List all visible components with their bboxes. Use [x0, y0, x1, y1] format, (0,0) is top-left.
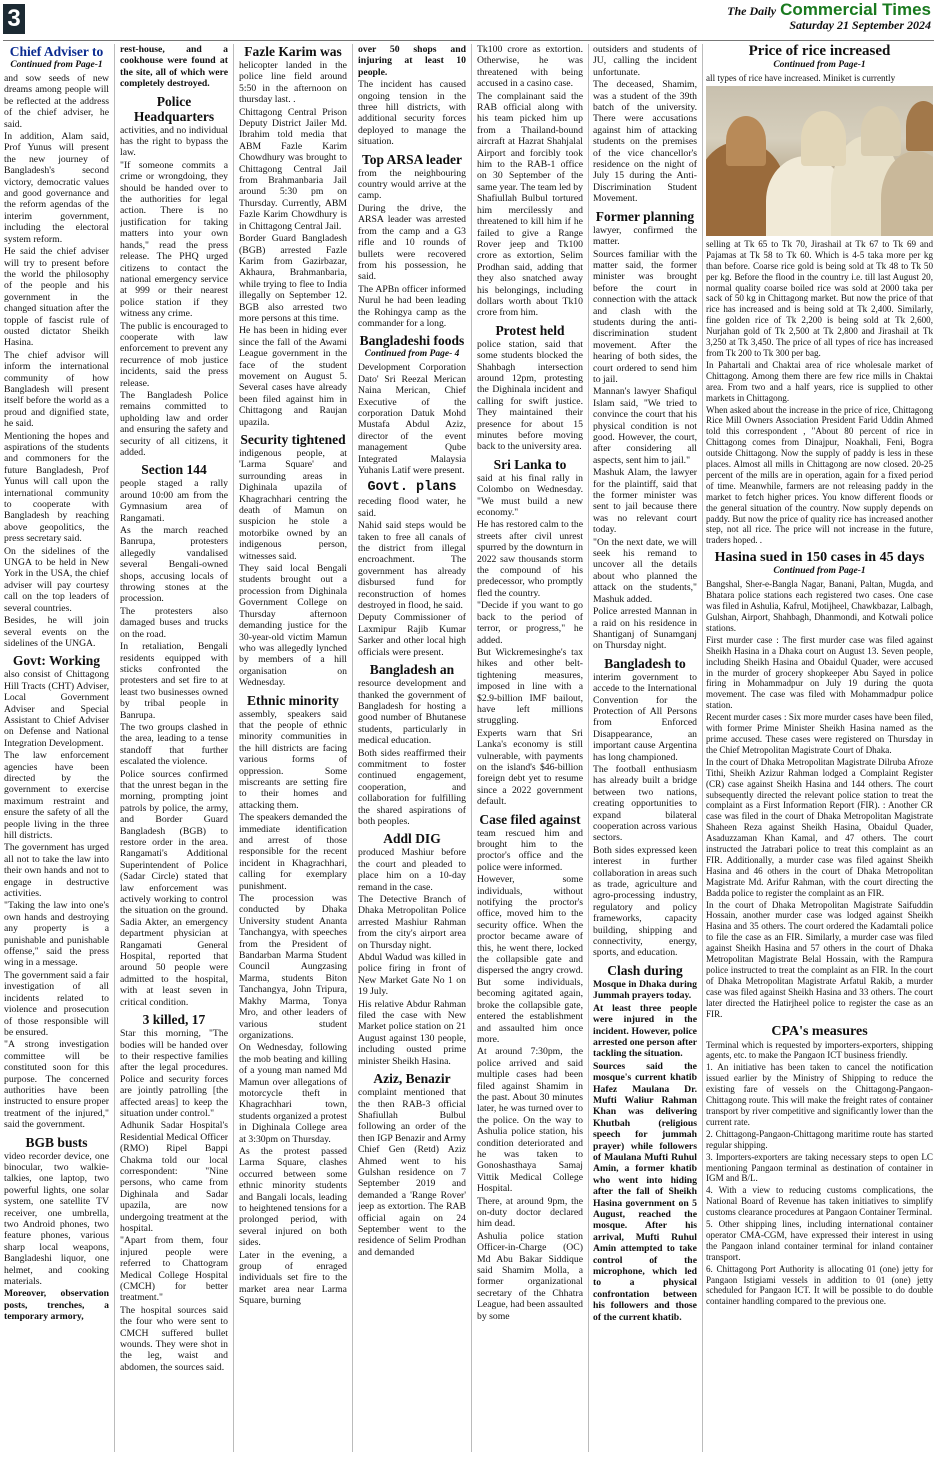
headline-3-killed: 3 killed, 17: [142, 1012, 206, 1028]
paragraph: The Bangladesh Police remains committed to upholding law and order and ensuring the safety and security of all citizens, it added.: [120, 389, 228, 458]
paragraph: Sources said the mosque's current khatib Hafez Maulana Dr. Mufti Waliur Rahman Khan was delivering Khutbah (religious speech for jummah prayer) while followers of Maulana Mufti Ruhul Amin, a former khatib who went into hiding after the fall of Sheikh Hasina government on 5 August, reached the mosque. After his arrival, Mufti Ruhul Amin attempted to take control of the microphone, which led to a physical confrontation between his followers and those of the current khatib.: [593, 1060, 697, 1323]
masthead-name: Commercial Times: [780, 0, 931, 19]
paragraph: They said local Bengali students brought out a procession from Dighinala Government College on Thursday afternoon demanding justice for the 30-year-old victim Mamun who was allegedly lynched by members of a hill organisation on Wednesday.: [239, 563, 347, 689]
paragraph: Adhunik Sadar Hospital's Residential Medical Officer (RMO) Ripel Bappi Chakma told our local correspondent: "Nine persons, who came from Dighinala and Sadar upazila, are now undergoing treatment at the hospital.: [120, 1120, 228, 1234]
headline-fazle-karim: Fazle Karim was: [244, 44, 342, 59]
continued-note: Continued from Page-1: [10, 60, 103, 70]
paragraph: The law enforcement agencies have been directed by the government to exercise maximum restraint and ensure the safety of all the people living in the three hill districts.: [4, 750, 109, 841]
paragraph: In the court of Dhaka Metropolitan Magistrate Saifuddin Hossain, another murder case was lodged against Sheikh Hasina and 35 others. The court ordered the Kadamtali police to file the case as an FIR. Similarly, a murder case was filed against Sheikh Hasina and 57 others in the court of Dhaka Metropolitan Magistrate Belal Hossain, with the Rampura police instructed to treat the complaint as an FIR. In the court of Dhaka Metropolitan Magistrate Arfatul Rakib, a murder case was filed against Sheikh Hasina and 33 others. The court later directed the Hatirjheel police to register the case as an FIR.: [706, 899, 933, 1019]
headline-cpa-measures: CPA's measures: [771, 1023, 868, 1039]
paragraph: He has been in hiding ever since the fall of the Awami League government in the face of the student movement on August 5. Several cases have already been filed against him in Chittagong and Raujan upazila.: [239, 325, 347, 428]
paragraph: Nahid said steps would be taken to free all canals of the district from illegal encroachment. The government has already disbursed fund for reconstruction of homes destroyed in flood, he said.: [358, 520, 466, 612]
paragraph: Police sources confirmed that the unrest began in the morning, prompting joint patrols by police, the army, and Border Guard Bangladesh (BGB) to restore order in the area. Rangamati's Additional Superintendent of Police (Sadar Circle) stated that law enforcement was actively working to control the situation on the ground. Sadia Akter, an emergency department physician at Rangamati General Hospital, reported that around 50 people were admitted to the hospital, with at least seven in critical condition.: [120, 768, 228, 1008]
paragraph: all types of rice have increased. Miniket is currently: [706, 73, 896, 83]
paragraph: Mosque in Dhaka during Jummah prayers today.: [593, 978, 697, 1002]
headline-aziz-benazir: Aziz, Benazir: [373, 1071, 451, 1087]
paragraph: receding flood water, he said.: [358, 496, 466, 519]
paragraph: people staged a rally around 10:00 am from the Gymnasium area of Rangamati.: [120, 478, 228, 524]
paragraph: interim government to accede to the International Convention for the Protection of All Persons from Enforced Disappearance, an important cause Argentina has long championed.: [593, 671, 697, 763]
headline-police-headquarters: Police Headquarters: [133, 93, 215, 124]
paragraph: over 50 shops and injuring at least 10 people.: [358, 44, 466, 78]
headline-addl-dig: Addl DIG: [383, 831, 441, 847]
paragraph: The speakers demanded the immediate identification and arrest of those responsible for the recent incident in Khagrachhari, calling for exemplary punishment.: [239, 812, 347, 892]
paragraph: from the neighbouring country would arrive at the camp.: [358, 167, 466, 202]
paragraph: rest-house, and a cookhouse were found at the site, all of which were completely destroyed.: [120, 44, 228, 90]
headline-clash-during: Clash during: [607, 962, 683, 978]
paragraph: Moreover, observation posts, trenches, a temporary armory,: [4, 1288, 109, 1323]
paragraph: Ashulia police station Officer-in-Charge (OC) Md Abu Bakar Siddique said Shamim Molla, a former organizational secretary of the Chhatra League, had been assaulted by some: [477, 1230, 583, 1322]
paragraph: outsiders and students of JU, calling the incident unfortunate.: [593, 44, 697, 78]
paragraph: He said the chief adviser will try to present before the world the philosophy of the people and his government in the changed situation after the topple of fascist rule of ousted dictator Sheikh Hasina.: [4, 246, 109, 349]
paragraph: Border Guard Bangladesh (BGB) arrested Fazle Karim from Gazirbazar, Akhaura, Brahmanbaria, while trying to flee to India illegally on September 12. BGB also arrested two more persons at this time.: [239, 233, 347, 324]
paragraph: However, some individuals, without notifying the proctor's office, moved him to the security office. When the proctor became aware of this, he went there, locked the collapsible gate and dispersed the angry crowd. But some individuals, becoming agitated again, broke the collapsible gate, entered the establishment and assaulted him once more.: [477, 874, 583, 1045]
page-number: 3: [3, 4, 25, 34]
paragraph: police station, said that some students blocked the Shahbagh intersection around 12pm, protesting the Dighinala incident and calling for swift justice. They maintained their presence for about 15 minutes before moving back to the university area.: [477, 338, 583, 453]
paragraph: 4. With a view to reducing customs complications, the National Board of Revenue has taken initiatives to simplify customs clearance procedures at Pangaon Container Terminal.: [706, 1185, 933, 1218]
paragraph: The government has urged all not to take the law into their own hands and not to engage in destructive activities.: [4, 842, 109, 900]
masthead: [727, 0, 931, 33]
paragraph: 6. Chittagong Port Authority is allocating 01 (one) jetty for Pangaon Istigiami vessels in addition to 01 (one) jetty scheduled for Pangaon ICT. It will be possible to do double container handling compared to the previous one.: [706, 1263, 933, 1307]
paragraph: The complainant said the RAB official along with his team picked him up from a Thailand-bound aircraft at Hazrat Shahjalal Airport and forcibly took him to the RAB-1 office on 30 September of the same year. The team led by Shafiullah Bulbul tortured him mercilessly and threatened to kill him if he failed to give a Range Rover jeep and Tk100 crore as extortion, Selim Prodhan said, adding that they also snatched away his belongings, including dollars worth about Tk10 crore from him.: [477, 90, 583, 319]
paragraph: also consist of Chittagong Hill Tracts (CHT) Adviser, Local Government Adviser and Special Assistant to Chief Adviser on Defense and National Integration Development.: [4, 669, 109, 749]
paragraph: When asked about the increase in the price of rice, Chittagong Rice Mill Owners Association President Farid Uddin Ahmed told this correspondent , "About 80 percent of rice in Chittagong comes from Dinajpur, Noakhali, Feni, Bogra outside Chittagong. Now the supply of paddy is less in these places. Almost all mills in Chittagong are now closed. 20-25 percent of the mills are in operation, again for a fixed period of time. Meanwhile, farmers are not releasing paddy in the market to fetch higher prices. You know different floods or the general situation of the country. Now supply depends on paddy. But now the price of quality rice has increased another step, not all rice. The price will not increase in the future, traders hoped. .: [706, 404, 933, 546]
paragraph: The deceased, Shamim, was a student of the 39th batch of the university. There were accusations against him of attacking students on the premises of the vice chancellor's residence on the night of July 15 during the Anti-Discrimination Student Movement.: [593, 79, 697, 205]
continued-note: Continued from Page-1: [773, 566, 866, 577]
headline-security-tightened: Security tightened: [240, 432, 346, 447]
paragraph: Bangshal, Sher-e-Bangla Nagar, Banani, Paltan, Mugda, and Bhatara police stations each registered two cases. One case was filed in Ashulia, Kafrul, Motijheel, Chawkbazar, Lalbagh, Gulshan, Airport, Shahbagh, Dhanmondi, and Kotwali police stations.: [706, 579, 933, 633]
headline-govt-working: Govt: Working: [12, 653, 101, 669]
column-divider: [233, 44, 234, 1452]
headline-govt-plans: Govt. plans: [367, 480, 457, 496]
paragraph: He has restored calm to the streets after civil unrest spurred by the downturn in 2022 saw thousands storm the compound of his predecessor, who promptly fled the country.: [477, 519, 583, 599]
paragraph: "Taking the law into one's own hands and destroying any property is a punishable and punishable offense," said the press wing in a message.: [4, 900, 109, 969]
column-divider: [114, 44, 115, 1452]
paragraph: Sources familiar with the matter said, the former minister was brought before the court in connection with the attack and clash with the students during the anti-discrimination student movement. After the hearing of both sides, the court ordered to send him to jail.: [593, 248, 697, 385]
paragraph: The government said a fair investigation of all incidents related to violence and prosecution of those responsible will be ensured.: [4, 969, 109, 1038]
column-divider: [352, 44, 353, 1452]
paragraph: complaint mentioned that the then RAB-3 official Shafiullah Bulbul following an order of the then IGP Benazir and Army Chief Gen (Retd) Aziz Ahmed went to his Gulshan residence on 7 September 2019 and demanded a 'Range Rover' jeep as extortion. The RAB official again on 24 September went to the residence of Selim Prodhan and demanded: [358, 1087, 466, 1258]
paragraph: At around 7:30pm, the police arrived and said multiple cases had been filed against Shamim in the past. About 30 minutes later, he was turned over to the police. On the way to Ashulia police station, his condition deteriorated and he was taken to Gonoshasthaya Samaj Vittik Medical College Hospital.: [477, 1046, 583, 1195]
column-divider: [588, 44, 589, 1452]
paragraph: As the protest passed Larma Square, clashes occurred between some ethnic minority students and Bangali locals, leading to heightened tensions for a prolonged period, with several injured on both sides.: [239, 1145, 347, 1249]
paragraph: Abdul Wadud was killed in police firing in front of New Market Gate No 1 on 19 July.: [358, 952, 466, 998]
paragraph: 5. Other shipping lines, including international container operator CMA-CGM, have expressed their interest in using the Pangaon inland container terminal for inland container transport.: [706, 1219, 933, 1262]
headline-case-filed-against: Case filed against: [479, 811, 581, 827]
column-5: [477, 44, 583, 1452]
headline-sri-lanka: Sri Lanka to: [493, 456, 567, 472]
paragraph: In retaliation, Bengali residents equipped with sticks confronted the protesters and set fire to at least two businesses owned by tribal people in Banrupa.: [120, 641, 228, 721]
column-4: [358, 44, 466, 1452]
column-divider: [702, 44, 703, 1452]
paragraph: assembly, speakers said that the people of ethnic minority communities in the hill districts are facing various forms of oppression. Some miscreants are setting fire to their homes and attacking them.: [239, 708, 347, 811]
paragraph: But Wickremesinghe's tax hikes and other belt-tightening measures, imposed in line with a $2.9-billion IMF bailout, have left millions struggling.: [477, 646, 583, 727]
paragraph: "If someone commits a crime or wrongdoing, they should be handed over to the authorities for legal action. There is no justification for taking matters into your own hands," read the press release. The PHQ urged citizens to contact the national emergency service at 999 or their nearest police station if they witness any crime.: [120, 159, 228, 320]
paragraph: team rescued him and brought him to the proctor's office and the police were informed.: [477, 827, 583, 873]
paragraph: Both sides reaffirmed their commitment to foster continued engagement, cooperation, and collaboration for fulfilling the shared aspirations of both peoples.: [358, 747, 466, 827]
paragraph: The incident has caused ongoing tension in the three hill districts, with additional security forces deployed to manage the situation.: [358, 79, 466, 148]
headline-bangladesh-an: Bangladesh an: [369, 662, 455, 678]
paragraph: Deputy Commissioner of Laxmipur Rajib Kumar Sarker and other local high officials were present.: [358, 612, 466, 658]
paragraph: 1. An initiative has been taken to cancel the notification issued earlier by the Ministry of Shipping to reduce the existing fare of vessels on the Chittagong-Pangaon-Chittagong route. This will make the freight rates of container transport by river competitive and significantly lower than the current rate.: [706, 1062, 933, 1127]
column-2: [120, 44, 228, 1452]
headline-bangladesh-to: Bangladesh to: [604, 655, 686, 671]
paragraph: 2. Chittagong-Pangaon-Chittagong maritime route has started regular shipping.: [706, 1128, 933, 1150]
paragraph: Mentioning the hopes and aspirations of the students and commoners for the future Bangladesh, Prof Yunus will call upon the international community to cooperate with Bangladesh by reaching above geopolitics, the press secretary said.: [4, 430, 109, 545]
paragraph: The procession was conducted by Dhaka University student Ananta Tanchangya, with speeches from the President of Bandarban Marma Student Council Aungzasing Marma, students Biton Tanchangya, John Tripura, Makhy Marma, Tonya Mro, and other leaders of various student organizations.: [239, 893, 347, 1041]
paragraph: Tk100 crore as extortion. Otherwise, he was threatened with being accused in a casino case.: [477, 44, 583, 90]
paragraph: During the drive, the ARSA leader was arrested from the camp and a G3 rifle and 10 rounds of bullets were recovered from his possession, he said.: [358, 202, 466, 283]
paragraph: "A strong investigation committee will be constituted soon for this purpose. The concerned authorities have been instructed to ensure proper treatment of the injured," said the government.: [4, 1039, 109, 1131]
headline-price-of-rice: Price of rice increased: [748, 44, 891, 59]
paragraph: Later in the evening, a group of enraged individuals set fire to the market area near Larma Square, burning: [239, 1249, 347, 1307]
paragraph: First murder case : The first murder case was filed against Sheikh Hasina in a Dhaka court on August 13. Seven people, including Sheikh Hasina and Obaidul Quader, were accused in the murder of grocery shopkeeper Abu Sayed in police firing in Mohammadpur on July 19 during the quota movement. The case was filed with Mohammadpur police station.: [706, 634, 933, 711]
paragraph: The two groups clashed in the area, leading to a tense standoff that further escalated the violence.: [120, 721, 228, 768]
headline-protest-held: Protest held: [495, 322, 565, 338]
paragraph: Chittagong Central Prison Deputy District Jailer Md. Ibrahim told media that ABM Fazle Karim Chowdhury was brought to Chittagong Central Jail from Brahmanbaria Jail around 5:30 pm on Thursday. Currently, ABM Fazle Karim Chowdhury is in Chittagong Central Jail.: [239, 106, 347, 232]
paragraph: "Decide if you want to go back to the period of terror, or progress," he added.: [477, 600, 583, 646]
page-header: [0, 0, 937, 40]
paragraph: In the court of Dhaka Metropolitan Magistrate Dilruba Afroze Tithi, Sheikh Azizur Rahman lodged a Complaint Register (CR) case against Sheikh Hasina and 144 others. The court subsequently directed the relevant police station to treat the complaint as a First Information Report (FIR). : Another CR case was filed in the court of Dhaka Metropolitan Magistrate Shaheen Reza against Sheikh Hasina, Obaidul Quader, Asaduzzaman Khan Kamal, and 47 others. The court instructed the Jatrabari police to treat this complaint as an FIR. Additionally, a murder case was filed against Sheikh Hasina and 46 others in the court of Dhaka Metropolitan Magistrate Md. Arifur Rahman, with the court directing the Badda police to register the complaint as an FIR.: [706, 756, 933, 898]
paragraph: Mannan's lawyer Shafiqul Islam said, "We tried to convince the court that his physical condition is not good. However, the court, after considering all aspects, sent him to jail.": [593, 386, 697, 466]
paragraph: Besides, he will join several events on the sidelines of the UNGA.: [4, 615, 109, 649]
paragraph: Both sides expressed keen interest in further collaboration in areas such as trade, agriculture and agro-processing industry, regulatory and policy frameworks, capacity building, shipping and connectivity, energy, sports, and education.: [593, 844, 697, 959]
paragraph: produced Mashiur before the court and pleaded to place him on a 10-day remand in the case.: [358, 847, 466, 893]
paragraph: Mashuk Alam, the lawyer for the plaintiff, said that the former minister was sent to jail because there was no relevant court today.: [593, 467, 697, 536]
paragraph: The APBn officer informed Nurul he had been leading the Rohingya camp as the commander for a long.: [358, 283, 466, 329]
paragraph: The protesters also damaged buses and trucks on the road.: [120, 605, 228, 640]
column-1: [4, 44, 109, 1452]
column-7: [706, 44, 933, 1452]
paragraph: indigenous people, at 'Larma Square' and surrounding areas in Dighinala upazila of Khagrachhari centring the death of Mamun on suspicion he stole a motorbike owned by an indigenous person, witnesses said.: [239, 448, 347, 562]
paragraph: video recorder device, one binocular, two walkie-talkies, one laptop, two powerful lights, one solar system, one satellite TV receiver, one umbrella, two Android phones, two feature phones, various sharp local weapons, Bangladeshi liquor, one helmet, and cooking materials.: [4, 1150, 109, 1288]
paragraph: said at his final rally in Colombo on Wednesday. "We must build a new economy.": [477, 472, 583, 519]
headline-bgb-busts: BGB busts: [25, 1134, 88, 1150]
paragraph: The Detective Branch of Dhaka Metropolitan Police arrested Mashiur Rahman from the city's airport area on Thursday night.: [358, 894, 466, 951]
headline-former-planning: Former planning: [595, 208, 695, 224]
paragraph: On the sidelines of the UNGA to be held in New York in the USA, the chief adviser will pay courtesy call on the top leaders of several countries.: [4, 545, 109, 614]
paragraph: lawyer, confirmed the matter.: [593, 224, 697, 248]
paragraph: "Apart from them, four injured people were referred to Chattogram Medical College Hospital (CMCH) for better treatment.": [120, 1235, 228, 1304]
paragraph: and sow seeds of new dreams among people will be reflected at the address of the chief adviser, he said.: [4, 73, 109, 130]
headline-bangladeshi-foods: Bangladeshi foods: [359, 333, 465, 349]
paragraph: The chief advisor will inform the international community of how Bangladesh will present itself before the world as a proud and dignified state, he said.: [4, 349, 109, 430]
paragraph: The public is encouraged to cooperate with law enforcement to prevent any recurrence of mob justice incidents, said the press release.: [120, 320, 228, 389]
paragraph: Terminal which is requested by importers-exporters, shipping agents, etc. to make the Pangaon ICT business friendly.: [706, 1039, 933, 1061]
headline-chief-adviser: Chief Adviser to: [9, 44, 104, 59]
header-rule: [3, 40, 934, 41]
paragraph: selling at Tk 65 to Tk 70, Jirashail at Tk 67 to Tk 69 and Pajamas at Tk 58 to Tk 60. Which is 4-5 taka more per kg than before. Coarse rice gold is being sold at Tk 48 to Tk 50 per kg. Before the flood in the country i.e. till last August 20, normal quality coarse boiled rice was sold at 2000 taka per sack of 50 kg in Chittagong market. But now the price of that rice has increased and is being sold at Tk 2,400. Similarly, fine golden rice of Tk 2,200 is being sold at Tk 2,600, Nurjahan gold of Tk 2,500 at Tk 2,800 and Jirashail at Tk 3,250 at Tk 3,450. The price of all types of rice has increased from Tk 200 to Tk 300 per bag.: [706, 238, 933, 358]
paragraph: activities, and no individual has the right to bypass the law.: [120, 124, 228, 159]
paragraph: Star this morning, "The bodies will be handed over to their respective families after the legal procedures. Police and security forces are jointly patrolling [the affected areas] to keep the situation under control.": [120, 1028, 228, 1119]
continued-note: Continued from Page- 4: [364, 349, 460, 360]
paragraph: There, at around 9pm, the on-duty doctor declared him dead.: [477, 1195, 583, 1230]
paragraph: As the march reached Banrupa, protesters allegedly vandalised several Bengali-owned shops, accusing locals of throwing stones at the procession.: [120, 525, 228, 605]
paragraph: Recent murder cases : Six more murder cases have been filed, with former Prime Minister Sheikh Hasina named as the prime accused. These cases were registered on Thursday in the Chief Metropolitan Magistrate Court of Dhaka.: [706, 712, 933, 755]
paragraph: At least three people were injured in the incident. However, police arrested one person after tackling the situation.: [593, 1002, 697, 1060]
continued-note: Continued from Page-1: [773, 60, 866, 70]
rice-market-photo: [706, 86, 933, 236]
paragraph: Development Corporation Dato' Sri Reezal Merican Naina Merican, Chief Executive of the corporation Datuk Mohd Mustafa Abdul Aziz, director of the event management Qube Integrated Malaysia Yuhanis Latif were present.: [358, 362, 466, 476]
paragraph: "On the next date, we will seek his remand to uncover all the details about who planned the attack on the students," Mashuk added.: [593, 536, 697, 605]
paragraph: In addition, Alam said, Prof Yunus will present the new journey of Bangladesh's second victory, democratic values and good governance and the reform agendas of the interim government, including the electoral system reform.: [4, 131, 109, 245]
paragraph: Police arrested Mannan in a raid on his residence in Shantiganj of Sunamganj on Thursday night.: [593, 606, 697, 652]
paragraph: In Pahartali and Chaktai area of rice wholesale market of Chittagong. Among them there are few rice mills in Chaktai area. From two and a half years, rice is supplied to other markets in Chittagong.: [706, 359, 933, 403]
paragraph: On Wednesday, following the mob beating and killing of a young man named Md Mamun over allegations of motorcycle theft in Khagrachhari town, students organized a protest in Dighinala College area at 3:30pm on Thursday.: [239, 1042, 347, 1145]
masthead-prefix: The Daily: [727, 4, 777, 18]
paragraph: Experts warn that Sri Lanka's economy is still vulnerable, with payments on the island's $46-billion foreign debt yet to resume since a 2022 government default.: [477, 727, 583, 808]
paragraph: The football enthusiasm has already built a bridge between two nations, creating opportunities to expand bilateral cooperation across various sectors.: [593, 763, 697, 844]
paragraph: helicopter landed in the police line field around 5:50 in the afternoon on thursday last. .: [239, 60, 347, 106]
headline-top-arsa-leader: Top ARSA leader: [361, 151, 463, 167]
headline-section-144: Section 144: [141, 462, 207, 478]
column-divider: [471, 44, 472, 1452]
paragraph: His relative Abdur Rahman filed the case with New Market police station on 21 August against 130 people, including ousted prime minister Sheikh Hasina.: [358, 998, 466, 1067]
headline-hasina-sued: Hasina sued in 150 cases in 45 days: [714, 550, 925, 566]
column-3: [239, 44, 347, 1452]
column-6: [593, 44, 697, 1452]
paragraph: The hospital sources said the four who were sent to CMCH suffered bullet wounds. They were shot in the leg, waist and abdomen, the sources said.: [120, 1304, 228, 1373]
issue-date: Saturday 21 September 2024: [789, 18, 931, 32]
paragraph: 3. Importers-exporters are taking necessary steps to open LC mentioning Pangaon terminal as destination of container in IGM and B/L.: [706, 1151, 933, 1184]
paragraph: resource development and thanked the government of Bangladesh for hosting a good number of Bhutanese students, particularly in medical education.: [358, 678, 466, 747]
headline-ethnic-minority: Ethnic minority: [247, 692, 339, 708]
